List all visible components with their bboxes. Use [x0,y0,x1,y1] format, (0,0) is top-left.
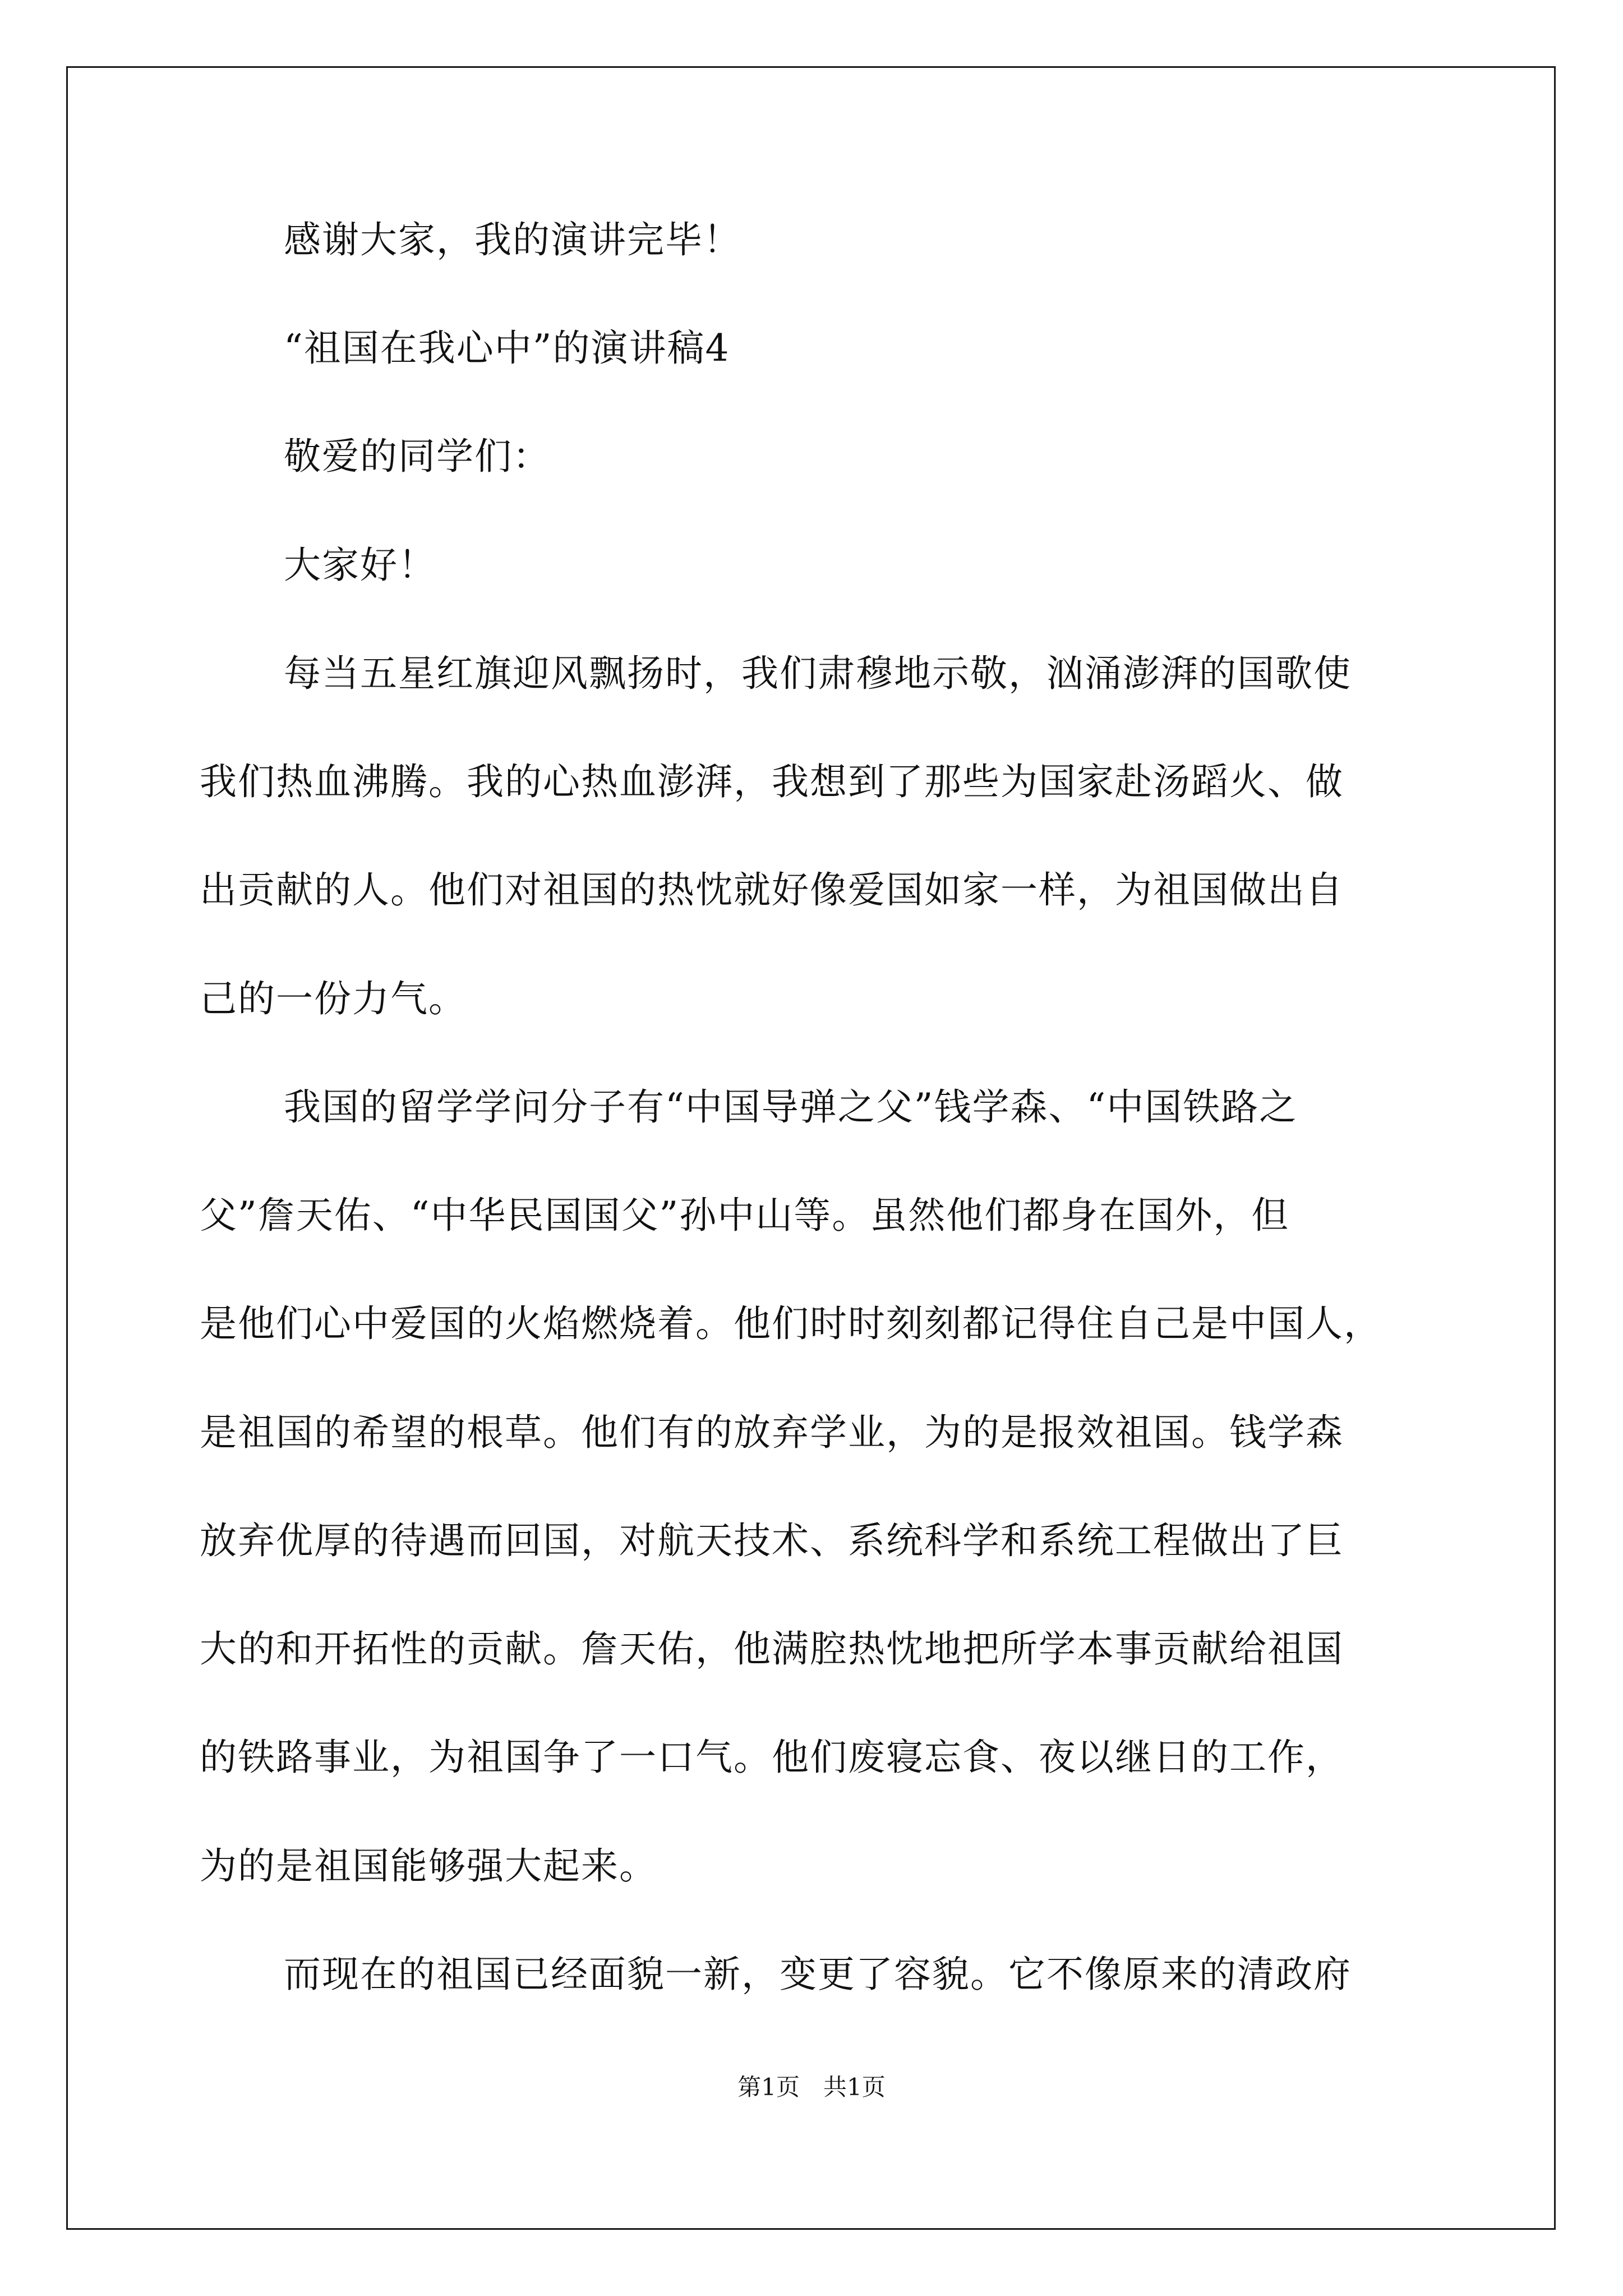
page-border [66,66,1556,2230]
text-line: 敬爱的同学们： [284,435,551,478]
text-line: 我们热血沸腾。我的心热血澎湃，我想到了那些为国家赴汤蹈火、做 [200,760,1344,803]
text-line: 我国的留学学问分子有“中国导弹之父”钱学森、“中国铁路之 [284,1085,1298,1129]
text-line: 出贡献的人。他们对祖国的热忱就好像爱国如家一样，为祖国做出自 [200,868,1344,912]
text-line: 为的是祖国能够强大起来。 [200,1844,657,1888]
text-line: 是他们心中爱国的火焰燃烧着。他们时时刻刻都记得住自己是中国人， [200,1302,1382,1345]
text-line: “祖国在我心中”的演讲稿4 [284,326,730,370]
text-line: 大的和开拓性的贡献。詹天佑，他满腔热忱地把所学本事贡献给祖国 [200,1627,1344,1671]
text-line: 放弃优厚的待遇而回国，对航天技术、系统科学和系统工程做出了巨 [200,1519,1344,1562]
text-line: 感谢大家，我的演讲完毕！ [284,218,741,261]
text-line: 每当五星红旗迎风飘扬时，我们肃穆地示敬，汹涌澎湃的国歌使 [284,652,1352,695]
text-line: 父”詹天佑、“中华民国国父”孙中山等。虽然他们都身在国外，但 [200,1194,1290,1237]
page-footer: 第1页 共1页 [737,2073,886,2101]
text-line: 大家好！ [284,544,436,587]
text-line: 的铁路事业，为祖国争了一口气。他们废寝忘食、夜以继日的工作， [200,1736,1344,1779]
text-line: 己的一份力气。 [200,977,467,1020]
text-line: 而现在的祖国已经面貌一新，变更了容貌。它不像原来的清政府 [284,1953,1352,1996]
text-line: 是祖国的希望的根草。他们有的放弃学业，为的是报效祖国。钱学森 [200,1411,1344,1454]
